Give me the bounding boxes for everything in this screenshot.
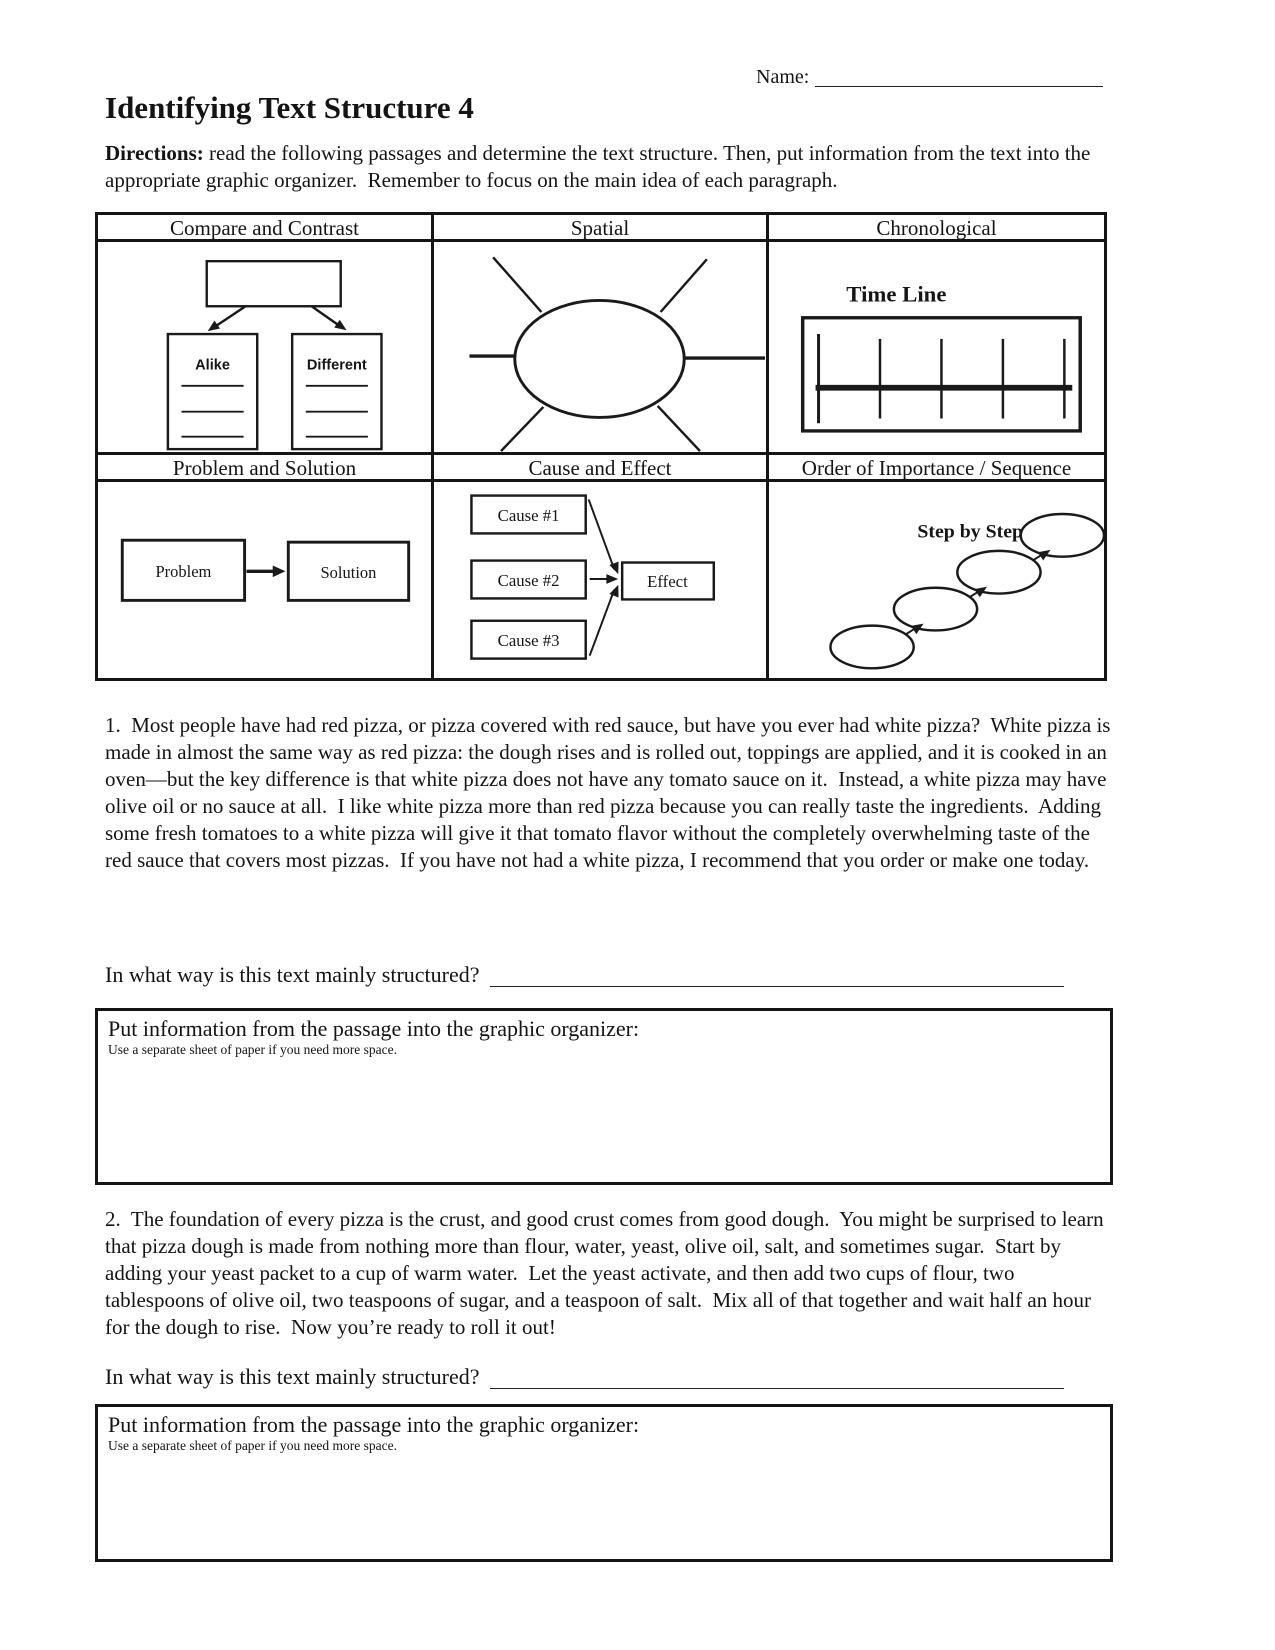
cell-spatial — [434, 242, 769, 455]
step-oval-4 — [1021, 514, 1104, 557]
problem-solution-diagram — [98, 482, 431, 678]
question-2-text: In what way is this text mainly structured? — [105, 1364, 480, 1389]
graphic-organizer-table — [95, 212, 1107, 681]
cause3-label: Cause #3 — [497, 631, 560, 650]
cause2-label: Cause #2 — [497, 570, 560, 590]
arrow-right-icon — [334, 320, 349, 334]
cause1-label: Cause #1 — [497, 505, 560, 525]
answer-box-1[interactable] — [95, 1008, 1113, 1185]
effect-label: Effect — [647, 571, 688, 591]
answer-box-2[interactable] — [95, 1404, 1113, 1562]
directions — [105, 140, 1111, 194]
compare-contrast-diagram — [98, 242, 431, 452]
header-compare-and-contrast: Compare and Contrast — [98, 215, 434, 242]
header-chronological: Chronological — [769, 215, 1104, 242]
problem-label: Problem — [155, 562, 212, 582]
directions-text: read the following passages and determine the text structure. Then, put information from the text into the appropriate graphic organizer. Remember to focus on the main idea of each paragraph. — [105, 141, 1096, 192]
header-cause-and-effect: Cause and Effect — [434, 455, 769, 482]
step-oval-2 — [894, 588, 977, 631]
answer-box-2-title: Put information from the passage into the graphic organizer: — [108, 1412, 640, 1437]
arrow-icon — [1038, 546, 1053, 560]
cause-effect-diagram — [434, 482, 766, 678]
page-title: Identifying Text Structure 4 — [105, 90, 474, 125]
step-oval-3 — [957, 551, 1040, 594]
arrow-icon — [911, 620, 926, 634]
question-2-blank-line[interactable] — [490, 1367, 1064, 1389]
header-problem-and-solution: Problem and Solution — [98, 455, 434, 482]
answer-box-2-note: Use a separate sheet of paper if you need more space. — [108, 1438, 397, 1453]
name-label: Name: — [756, 66, 810, 88]
cell-problem-and-solution — [98, 482, 434, 678]
arrow-icon — [273, 565, 286, 577]
arrow-icon — [974, 583, 989, 597]
directions-label: Directions: — [105, 141, 204, 165]
passage-2: 2. The foundation of every pizza is the crust, and good crust comes from good dough. You might be surprised to learn that pizza dough is made from nothing more than flour, water, yeast, olive oil, salt, and sometimes sugar. Start by adding your yeast packet to a cup of warm water. Let the yeast activate, and then add two cups of flour, two tablespoons of olive oil, two teaspoons of sugar, and a teaspoon of salt. Mix all of that together and wait half an hour for the dough to rise. Now you’re ready to roll it out! — [105, 1207, 1109, 1339]
question-2 — [105, 1364, 1113, 1390]
cell-order-of-importance — [769, 482, 1104, 678]
cell-cause-and-effect — [434, 482, 769, 678]
different-box — [292, 334, 381, 449]
spatial-diagram — [434, 242, 766, 452]
name-row — [756, 66, 1103, 89]
step-oval-1 — [830, 626, 913, 669]
header-spatial: Spatial — [434, 215, 769, 242]
step-by-step-diagram — [769, 482, 1104, 678]
step-by-step-label: Step by Step — [917, 521, 1024, 543]
top-box — [207, 261, 341, 306]
cell-compare-and-contrast — [98, 242, 434, 455]
cell-chronological — [769, 242, 1104, 455]
name-blank-line[interactable] — [815, 67, 1103, 87]
answer-box-1-title: Put information from the passage into the graphic organizer: — [108, 1016, 640, 1041]
alike-box — [168, 334, 257, 449]
passage-1: 1. Most people have had red pizza, or pizza covered with red sauce, but have you ever had white pizza? White pizza is made in almost the same way as red pizza: the dough rises and is rolled out, toppings are applied, and it is cooked in an oven—but the key difference is that white pizza does not have any tomato sauce on it. Instead, a white pizza may have olive oil or no sauce at all. I like white pizza more than red pizza because you can really taste the ingredients. Adding some fresh tomatoes to a white pizza will give it that tomato flavor without the completely overwhelming taste of the red sauce that covers most pizzas. If you have not had a white pizza, I recommend that you order or make one today. — [105, 713, 1116, 872]
question-1-blank-line[interactable] — [490, 965, 1064, 987]
header-order-of-importance: Order of Importance / Sequence — [769, 455, 1104, 482]
arrow-icon — [606, 574, 618, 584]
different-label: Different — [306, 357, 367, 374]
alike-label: Alike — [195, 357, 230, 374]
solution-label: Solution — [320, 563, 377, 583]
spatial-oval — [515, 300, 684, 417]
timeline-label: Time Line — [846, 281, 947, 307]
timeline-diagram — [769, 242, 1104, 452]
question-1 — [105, 962, 1113, 988]
answer-box-1-note: Use a separate sheet of paper if you need more space. — [108, 1042, 397, 1057]
question-1-text: In what way is this text mainly structured? — [105, 962, 480, 987]
